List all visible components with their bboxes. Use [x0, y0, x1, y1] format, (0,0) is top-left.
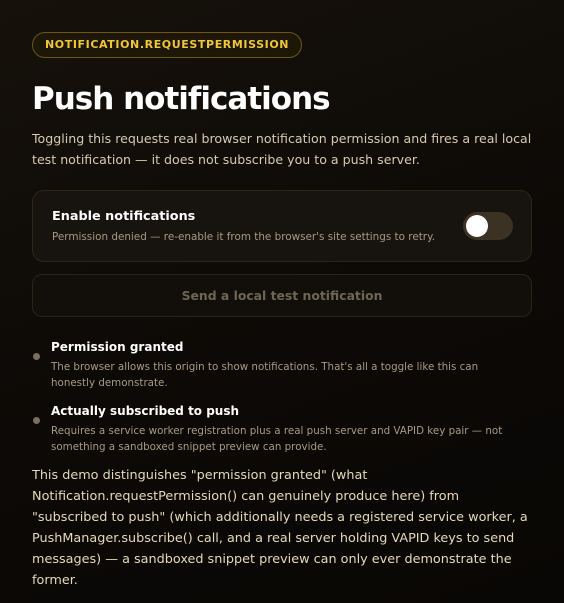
- send-test-notification-button[interactable]: Send a local test notification: [32, 274, 532, 317]
- explanation-text: This demo distinguishes "permission granted" (what Notification.requestPermission() can genuinely produce here) from "subscribed to push" (which additionally needs a registered service worker, a PushManager.subscribe() call, and a real server holding VAPID keys to send messages) — a sandboxed snippet preview can only ever demonstrate the former.: [32, 468, 528, 588]
- status-title: Permission granted: [51, 340, 184, 354]
- notifications-toggle[interactable]: [463, 212, 513, 240]
- toggle-knob: [466, 215, 488, 237]
- page-content: [32, 32, 532, 588]
- status-dot-icon: [33, 353, 40, 360]
- status-description: The browser allows this origin to show notifications. That's all a toggle like this can honestly demonstrate.: [51, 361, 479, 389]
- status-dot-icon: [33, 417, 40, 424]
- enable-notifications-card: [32, 190, 532, 262]
- status-description: Requires a service worker registration plus a real push server and VAPID key pair — not something a sandboxed snippet preview can provide.: [51, 425, 503, 453]
- api-badge: NOTIFICATION.REQUESTPERMISSION: [32, 32, 302, 58]
- status-title: Actually subscribed to push: [51, 404, 240, 418]
- page-title: Push notifications: [32, 81, 330, 117]
- intro-text: Toggling this requests real browser notification permission and fires a real local test notification — it does not subscribe you to a push server.: [32, 131, 532, 167]
- card-title: Enable notifications: [52, 209, 196, 224]
- permission-status-text: Permission denied — re-enable it from the browser's site settings to retry.: [52, 231, 436, 243]
